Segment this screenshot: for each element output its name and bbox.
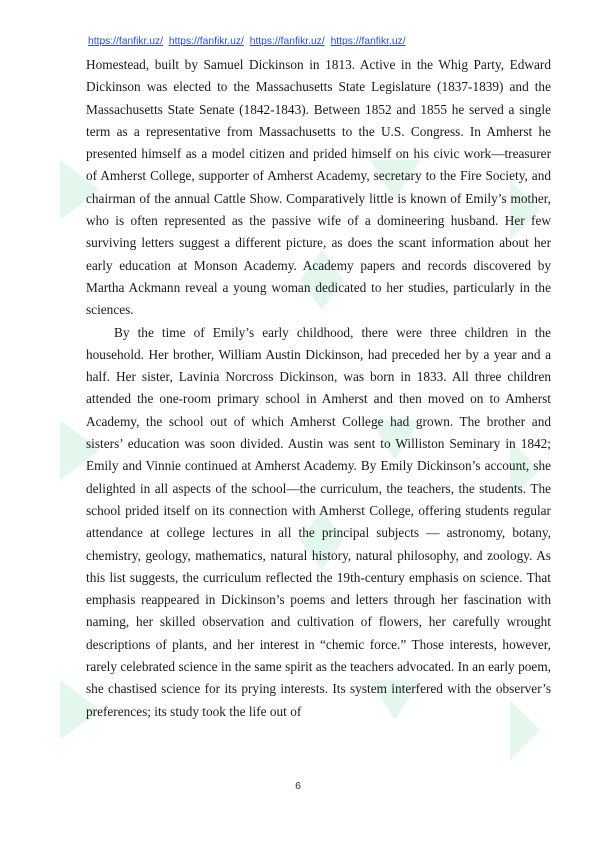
header-link[interactable]: https://fanfikr.uz/ bbox=[249, 36, 325, 47]
document-body bbox=[86, 54, 551, 723]
header-link[interactable]: https://fanfikr.uz/ bbox=[88, 36, 163, 47]
header-link[interactable]: https://fanfikr.uz/ bbox=[330, 36, 406, 47]
header-link-bar bbox=[88, 36, 409, 47]
paragraph: Homestead, built by Samuel Dickinson in 1813. Active in the Whig Party, Edward Dickinson was elected to the Massachusetts State Legislature (1837-1839) and the Massachusetts State Senate (1842-1843). Between 1852 and 1855 he served a single term as a representative from Massachusetts to the U.S. Congress. In Amherst he presented himself as a model citizen and prided himself on his civic work—treasurer of Amherst College, supporter of Amherst Academy, secretary to the Fire Society, and chairman of the annual Cattle Show. Comparatively little is known of Emily’s mother, who is often represented as the passive wife of a domineering husband. Her few surviving letters suggest a different picture, as does the scant information about her early education at Monson Academy. Academy papers and records discovered by Martha Ackmann reveal a young woman dedicated to her studies, particularly in the sciences. bbox=[86, 57, 551, 318]
paragraph: By the time of Emily’s early childhood, there were three children in the household. Her brother, William Austin Dickinson, had preceded her by a year and a half. Her sister, Lavinia Norcross Dickinson, was born in 1833. All three children attended the one-room primary school in Amherst and then moved on to Amherst Academy, the school out of which Amherst College had grown. The brother and sisters’ education was soon divided. Austin was sent to Williston Seminary in 1842; Emily and Vinnie continued at Amherst Academy. By Emily Dickinson’s account, she delighted in all aspects of the school—the curriculum, the teachers, the students. The school prided itself on its connection with Amherst College, offering students regular attendance at college lectures in all the principal subjects — astronomy, botany, chemistry, geology, mathematics, natural history, natural philosophy, and zoology. As this list suggests, the curriculum reflected the 19th-century emphasis on science. That emphasis reappeared in Dickinson’s poems and letters through her fascination with naming, her skilled observation and cultivation of flowers, her carefully wrought descriptions of plants, and her interest in “chemic force.” Those interests, however, rarely celebrated science in the same spirit as the teachers advocated. In an early poem, she chastised science for its prying interests. Its system interfered with the observer’s preferences; its study took the life out of bbox=[86, 324, 551, 719]
header-link[interactable]: https://fanfikr.uz/ bbox=[168, 36, 244, 47]
page-number: 6 bbox=[295, 780, 301, 792]
